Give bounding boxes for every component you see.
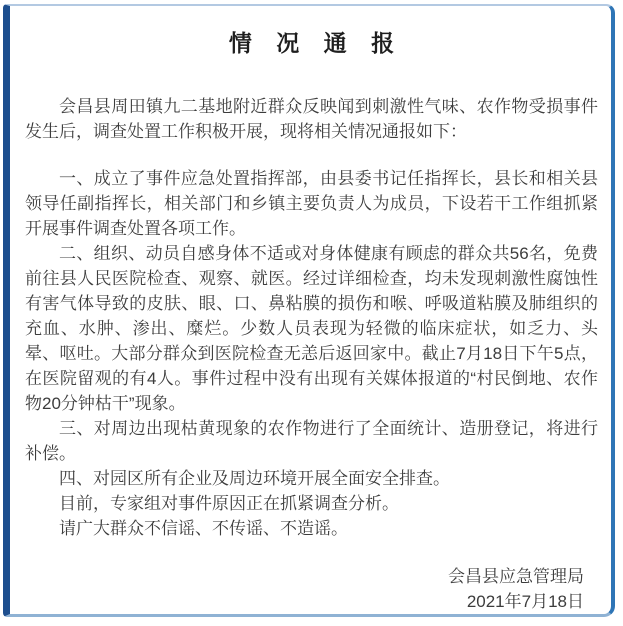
notice-paragraph-2: 二、组织、动员自感身体不适或对身体健康有顾虑的群众共56名，免费前往县人民医院检查、观察、就医。经过详细检查，均未发现刺激性腐蚀性有害气体导致的皮肤、眼、口、鼻粘膜的损伤和喉、呼吸道粘膜及肺组织的充血、水肿、渗出、糜烂。少数人员表现为轻微的临床症状，如乏力、头晕、呕吐。大部分群众到医院检查无恙后返回家中。截止7月18日下午5点，在医院留观的有4人。事件过程中没有出现有关媒体报道的“村民倒地、农作物20分钟枯干”现象。 [25,244,598,413]
notice-intro-paragraph: 会昌县周田镇九二基地附近群众反映闻到刺激性气味、农作物受损事件发生后，调查处置工作积极开展，现将相关情况通报如下： [25,97,598,141]
signature-block [25,564,598,614]
notice-paragraph-5: 目前，专家组对事件原因正在抓紧调查分析。 [59,494,399,513]
notice-paragraph-4: 四、对园区所有企业及周边环境开展全面安全排查。 [59,469,450,488]
signature-agency: 会昌县应急管理局 [448,567,584,586]
notice-content [10,6,611,614]
notice-paragraph-3: 三、对周边出现枯黄现象的农作物进行了全面统计、造册登记，将进行补偿。 [25,419,598,463]
notice-title: 情 况 通 报 [228,30,404,56]
notice-body [25,94,598,541]
notice-paragraph-1: 一、成立了事件应急处置指挥部，由县委书记任指挥长，县长和相关县领导任副指挥长，相关部门和乡镇主要负责人为成员，下设若干工作组抓紧开展事件调查处置各项工作。 [25,169,598,238]
signature-date: 2021年7月18日 [466,592,584,611]
notice-card [3,4,615,617]
notice-paragraph-6: 请广大群众不信谣、不传谣、不造谣。 [59,519,348,538]
